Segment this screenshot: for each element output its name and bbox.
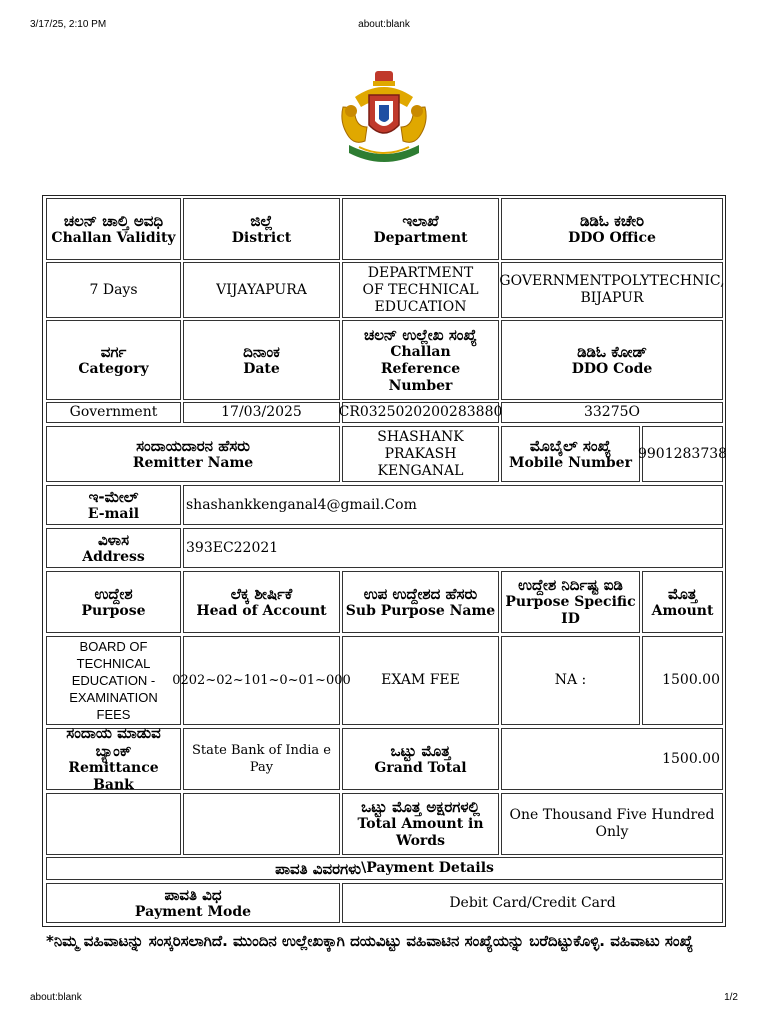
email-label [46,485,181,525]
date-kn: ದಿನಾಂಕ [243,342,280,361]
ddo-code-kn: ಡಿಡಿಓ ಕೋಡ್ [577,342,647,361]
department-value: DEPARTMENT OF TECHNICAL EDUCATION [342,262,499,318]
challan-validity-kn: ಚಲನ್ ಚಾಲ್ತಿ ಅವಧಿ [63,211,164,230]
ddo-office-en: DDO Office [568,229,656,246]
remitter-name-label [46,426,340,482]
payment-details-kn: ಪಾವತಿ ವಿವರಗಳು [275,859,362,878]
purpose-value: BOARD OF TECHNICAL EDUCATION - EXAMINATION FEES [46,636,181,725]
address-kn: ವಿಳಾಸ [97,530,130,549]
mobile-number-kn: ಮೊಬೈಲ್ ಸಂಖ್ಯೆ [529,436,612,455]
ddo-office-header [501,198,723,260]
remittance-bank-en: Remittance Bank [68,760,159,793]
department-en: Department [373,229,468,246]
purpose-header [46,571,181,633]
ddo-office-value: GOVERNMENTPOLYTECHNIC, BIJAPUR [501,262,723,318]
address-value: 393EC22021 [183,528,723,568]
payment-details-en: \Payment Details [361,860,494,876]
head-of-account-en: Head of Account [196,602,327,619]
head-of-account-kn: ಲೆಕ್ಕ ಶೀರ್ಷಿಕೆ [230,584,293,603]
remittance-bank-value: State Bank of India e Pay [183,728,340,790]
amount-kn: ಮೊತ್ತ [667,584,698,603]
challan-validity-header [46,198,181,260]
purpose-id-kn: ಉದ್ದೇಶ ನಿರ್ದಿಷ್ಟ ಐಡಿ [518,576,623,594]
head-of-account-header [183,571,340,633]
challan-ref-kn: ಚಲನ್ ಉಲ್ಲೇಖ ಸಂಖ್ಯೆ [363,325,478,344]
date-header [183,320,340,400]
purpose-kn: ಉದ್ದೇಶ [94,584,133,603]
district-en: District [231,229,292,246]
amount-words-kn: ಒಟ್ಟು ಮೊತ್ತ ಅಕ್ಷರಗಳಲ್ಲಿ [361,798,480,816]
date-en: Date [243,360,280,377]
challan-validity-value: 7 Days [46,262,181,318]
address-en: Address [82,548,145,565]
transaction-note: *ನಿಮ್ಮ ವಹಿವಾಟನ್ನು ಸಂಸ್ಕರಿಸಲಾಗಿದೆ. ಮುಂದಿನ ಉಲ್ಲೇಖಕ್ಕಾಗಿ ದಯವಿಟ್ಟು ವಹಿವಾಟಿನ ಸಂಖ್ಯೆಯನ್ನು ಬರೆದಿಟ್ಟುಕೊಳ್ಳಿ. ವಹಿವಾಟು ಸಂಖ್ಯೆ [46,932,694,950]
words-empty-cell-2 [183,793,340,855]
ddo-office-kn: ಡಿಡಿಓ ಕಚೇರಿ [579,211,645,230]
payment-mode-value: Debit Card/Credit Card [342,883,723,923]
print-title: about:blank [358,19,410,30]
district-header [183,198,340,260]
challan-validity-en: Challan Validity [51,229,176,246]
remitter-name-value: SHASHANK PRAKASH KENGANAL [342,426,499,482]
sub-purpose-header [342,571,499,633]
payment-mode-label [46,883,340,923]
email-kn: ಇ-ಮೇಲ್ [88,487,139,506]
print-footer [0,992,768,1006]
purpose-id-header [501,571,640,633]
remittance-bank-kn: ಸಂದಾಯ ಮಾಡುವ ಬ್ಯಾಂಕ್ [66,724,161,760]
ddo-code-header [501,320,723,400]
sub-purpose-kn: ಉಪ ಉದ್ದೇಶದ ಹೆಸರು [363,584,478,603]
grand-total-value: 1500.00 [501,728,723,790]
amount-words-value: One Thousand Five Hundred Only [501,793,723,855]
category-en: Category [78,360,149,377]
print-page-number: 1/2 [724,992,738,1003]
category-value: Government [46,402,181,423]
category-header [46,320,181,400]
mobile-number-value: 9901283738 [642,426,723,482]
print-datetime: 3/17/25, 2:10 PM [30,19,107,30]
address-label [46,528,181,568]
sub-purpose-en: Sub Purpose Name [345,602,496,619]
words-empty-cell-1 [46,793,181,855]
remitter-name-en: Remitter Name [132,454,254,471]
remittance-bank-label [46,724,181,793]
payment-mode-en: Payment Mode [134,903,252,920]
amount-header [642,571,723,633]
mobile-number-en: Mobile Number [509,454,632,471]
head-of-account-value: 0202~02~101~0~01~000 [183,636,340,725]
district-kn: ಜಿಲ್ಲೆ [250,211,273,230]
remitter-name-kn: ಸಂದಾಯದಾರನ ಹೆಸರು [136,436,250,455]
date-value: 17/03/2025 [183,402,340,423]
grand-total-en: Grand Total [374,759,467,776]
ddo-code-value: 33275O [501,402,723,423]
grand-total-label [342,728,499,790]
purpose-en: Purpose [81,602,146,619]
print-header [0,19,768,33]
sub-purpose-value: EXAM FEE [342,636,499,725]
purpose-id-value: NA : [501,636,640,725]
amount-words-label [342,793,499,855]
mobile-number-label [501,426,640,482]
print-footer-url: about:blank [30,992,82,1003]
payment-mode-kn: ಪಾವತಿ ವಿಧ [164,885,222,904]
purpose-id-en: Purpose Specific ID [505,594,636,627]
email-en: E-mail [87,505,140,522]
department-kn: ಇಲಾಖೆ [402,211,439,230]
ddo-code-en: DDO Code [571,360,653,377]
grand-total-kn: ಒಟ್ಟು ಮೊತ್ತ [390,741,451,760]
district-value: VIJAYAPURA [183,262,340,318]
payment-details-header [46,857,723,880]
category-kn: ವರ್ಗ [100,342,127,361]
department-header [342,198,499,260]
amount-value: 1500.00 [642,636,723,725]
amount-words-en: Total Amount in Words [357,816,484,849]
karnataka-emblem-icon [335,67,433,171]
amount-en: Amount [651,602,714,619]
challan-ref-header [342,320,499,400]
challan-ref-value: CR0325020200283880 [342,402,499,423]
challan-ref-en: Challan Reference Number [380,343,461,394]
email-value: shashankkenganal4@gmail.Com [183,485,723,525]
